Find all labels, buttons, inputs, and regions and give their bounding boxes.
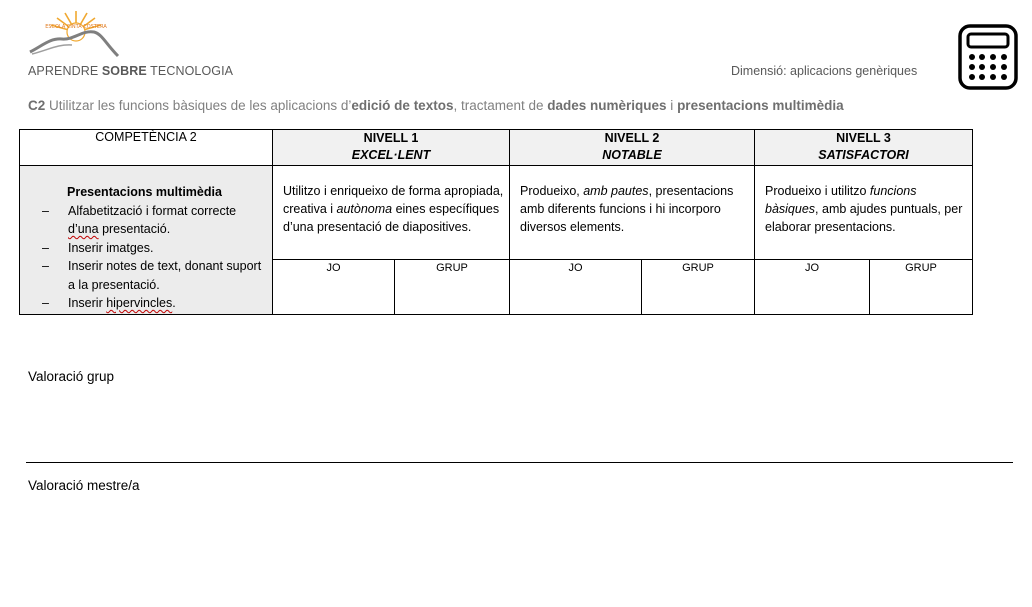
- level-2-header: NIVELL 2 NOTABLE: [510, 130, 755, 166]
- level-2-self-cell[interactable]: JO: [510, 260, 642, 315]
- list-item: – Alfabetització i format correcte d’una presentació.: [26, 202, 266, 239]
- section-divider: [26, 462, 1013, 463]
- list-item: – Inserir imatges.: [26, 239, 266, 258]
- level-1-descriptor: Utilitzo i enriqueixo de forma apropiada, creativa i autònoma eines específiques d’una presentació de diapositives.: [273, 166, 510, 260]
- competence-list: [26, 202, 266, 313]
- calculator-icon: [958, 24, 1018, 90]
- level-3-group-cell[interactable]: GRUP: [870, 260, 973, 315]
- level-1-self-cell[interactable]: JO: [273, 260, 395, 315]
- competence-title: Presentacions multimèdia: [67, 185, 222, 199]
- competence-cell: [20, 166, 273, 315]
- level-3-descriptor: Produeixo i utilitzo funcions bàsiques, amb ajudes puntuals, per elaborar presentacions.: [755, 166, 973, 260]
- level-3-header: NIVELL 3 SATISFACTORI: [755, 130, 973, 166]
- teacher-valuation-label: Valoració mestre/a: [28, 478, 140, 493]
- level-1-group-cell[interactable]: GRUP: [395, 260, 510, 315]
- school-logo: [28, 8, 124, 62]
- list-item: – Inserir hipervincles.: [26, 294, 266, 313]
- competence-header: COMPETÈNCIA 2: [20, 130, 273, 166]
- group-valuation-label: Valoració grup: [28, 369, 115, 384]
- competence-subtitle: C2 Utilitzar les funcions bàsiques de les aplicacions d’edició de textos, tractament de dades numèriques i presentacions multimèdia: [28, 98, 844, 113]
- list-item: – Inserir notes de text, donant suport a la presentació.: [26, 257, 266, 294]
- level-1-header: NIVELL 1 EXCEL·LENT: [273, 130, 510, 166]
- rubric-header-row: [20, 130, 973, 166]
- rubric-table: [19, 129, 973, 315]
- logo-lettering: ESCOLA CINTA COSTERA: [45, 24, 107, 30]
- brand-title: APRENDRE SOBRE TECNOLOGIA: [28, 64, 234, 78]
- dimension-label: Dimensió: aplicacions genèriques: [731, 64, 918, 78]
- rubric-descriptor-row: [20, 166, 973, 260]
- level-2-descriptor: Produeixo, amb pautes, presentacions amb diferents funcions i hi incorporo diversos elements.: [510, 166, 755, 260]
- level-3-self-cell[interactable]: JO: [755, 260, 870, 315]
- level-2-group-cell[interactable]: GRUP: [642, 260, 755, 315]
